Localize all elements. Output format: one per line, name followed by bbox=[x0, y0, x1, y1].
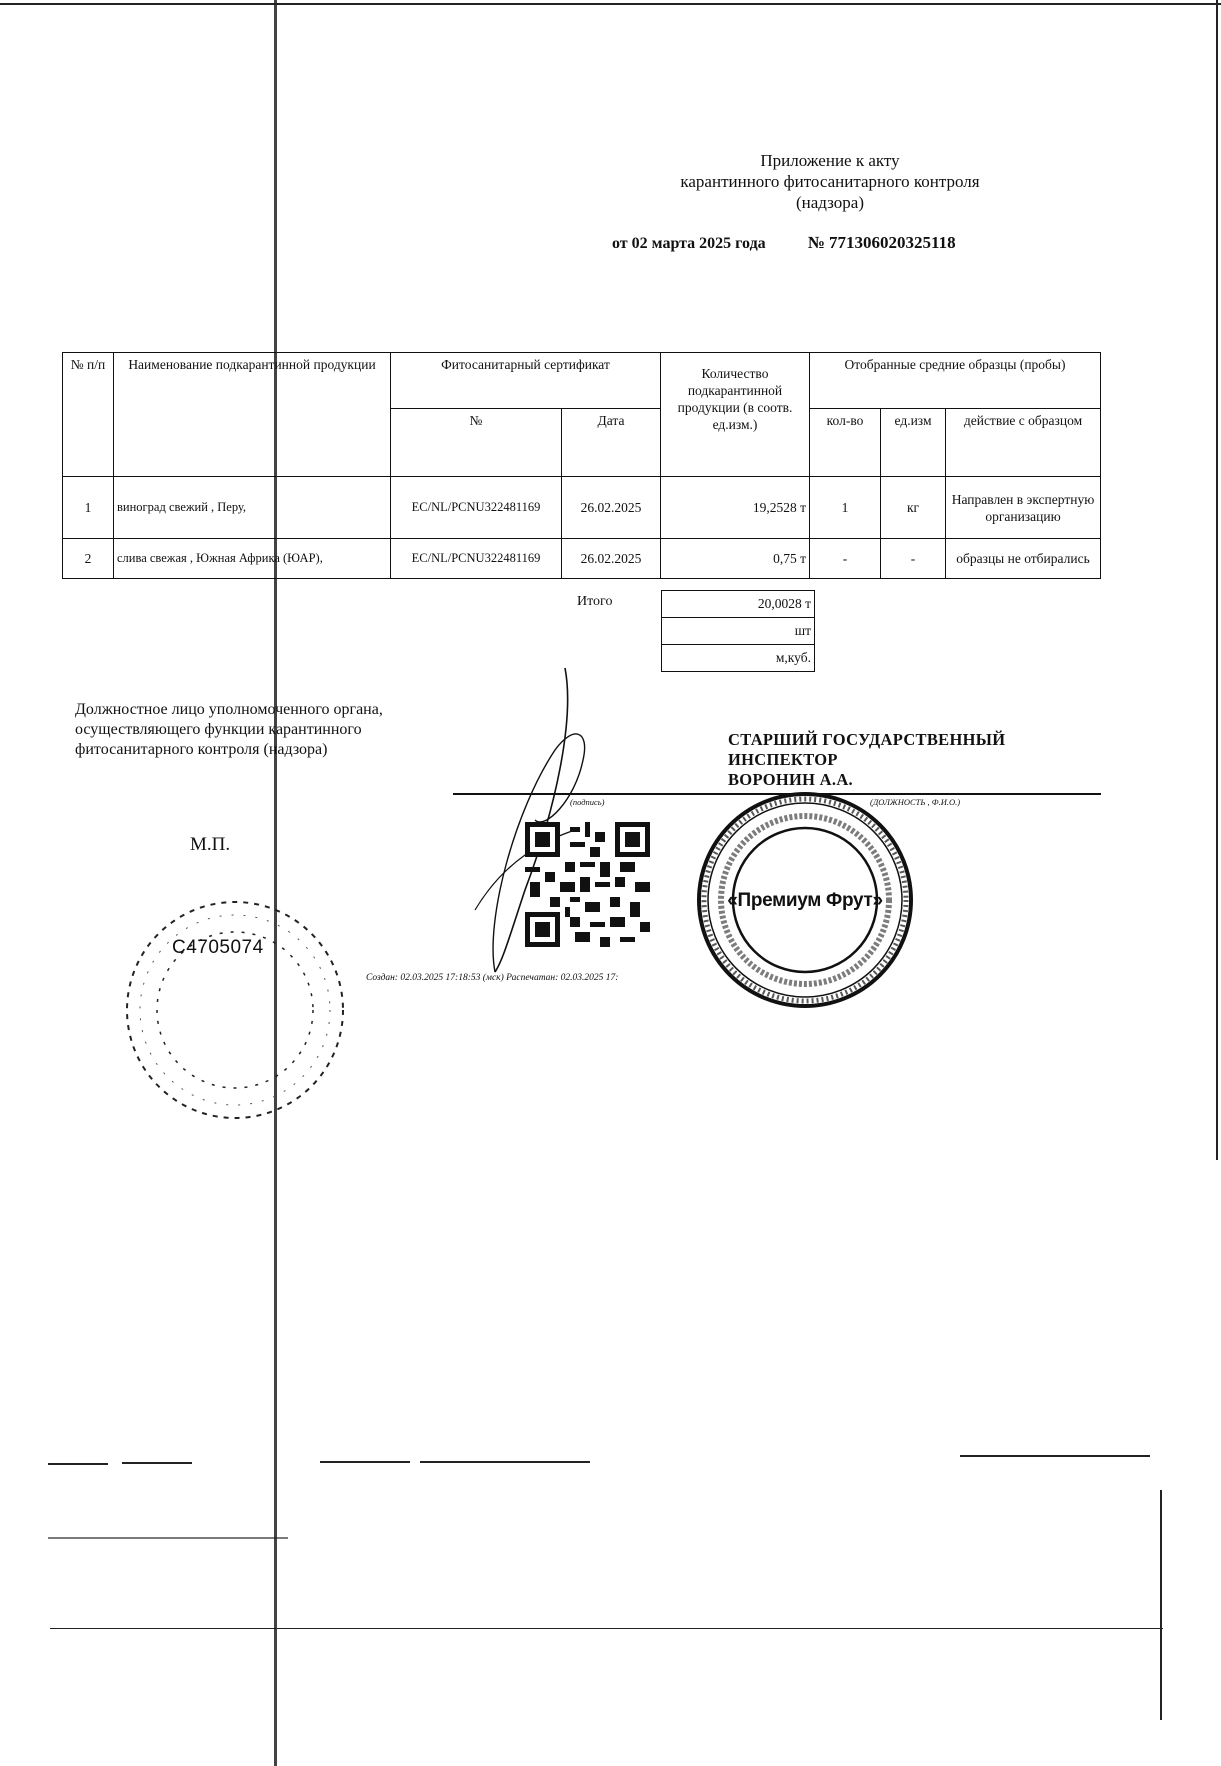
scan-artifact-dash6 bbox=[48, 1537, 288, 1539]
header-line-2: карантинного фитосанитарного контроля bbox=[680, 172, 980, 191]
company-stamp-name: «Премиум Фрут» bbox=[727, 890, 883, 911]
total-cubic: м,куб. bbox=[662, 645, 815, 672]
header-certificate: Фитосанитарный сертификат bbox=[391, 353, 661, 409]
mp-label: М.П. bbox=[190, 834, 231, 855]
inspector-line-1: СТАРШИЙ ГОСУДАРСТВЕННЫЙ bbox=[728, 730, 1006, 749]
act-date: от 02 марта 2025 года bbox=[612, 235, 766, 252]
scan-artifact-dash1 bbox=[48, 1463, 108, 1465]
row-name: виноград свежий , Перу, bbox=[114, 477, 391, 539]
row-cert-date: 26.02.2025 bbox=[562, 477, 661, 539]
customs-stamp bbox=[120, 895, 350, 1125]
total-tons: 20,0028 т bbox=[662, 591, 815, 618]
row-name: слива свежая , Южная Африка (ЮАР), bbox=[114, 539, 391, 579]
appendix-header bbox=[600, 150, 1060, 213]
table-row bbox=[63, 539, 1101, 579]
row-num: 2 bbox=[63, 539, 114, 579]
totals-table bbox=[661, 590, 815, 672]
header-cert-no: № bbox=[391, 409, 562, 477]
scan-artifact-dash2 bbox=[122, 1462, 192, 1464]
scan-artifact-dash3 bbox=[320, 1461, 410, 1463]
scan-artifact-dash4 bbox=[420, 1461, 590, 1463]
row-cert-no: EC/NL/PCNU322481169 bbox=[391, 477, 562, 539]
position-label: (ДОЛЖНОСТЬ , Ф.И.О.) bbox=[870, 797, 961, 807]
scan-artifact-right bbox=[1216, 0, 1218, 1160]
header-num: № п/п bbox=[63, 353, 114, 477]
official-line-1: Должностное лицо уполномоченного органа, bbox=[75, 701, 383, 718]
scan-artifact-bottom-line bbox=[50, 1628, 1163, 1629]
customs-stamp-number: C4705074 bbox=[172, 937, 264, 958]
row-num: 1 bbox=[63, 477, 114, 539]
inspector-line-2: ИНСПЕКТОР bbox=[728, 750, 838, 769]
scan-artifact-vertical bbox=[274, 0, 277, 1766]
row-cert-no: EC/NL/PCNU322481169 bbox=[391, 539, 562, 579]
header-samples-action: действие с образцом bbox=[946, 409, 1101, 477]
header-samples-count: кол-во bbox=[810, 409, 881, 477]
act-number: № 771306020325118 bbox=[807, 233, 956, 252]
row-count: 1 bbox=[810, 477, 881, 539]
official-caption bbox=[75, 700, 383, 760]
scan-artifact-dash5 bbox=[960, 1455, 1150, 1457]
official-line-3: фитосанитарного контроля (надзора) bbox=[75, 741, 328, 758]
header-cert-date: Дата bbox=[562, 409, 661, 477]
header-samples: Отобранные средние образцы (пробы) bbox=[810, 353, 1101, 409]
row-count: - bbox=[810, 539, 881, 579]
row-cert-date: 26.02.2025 bbox=[562, 539, 661, 579]
signature-label: (подпись) bbox=[570, 797, 605, 807]
row-unit: кг bbox=[881, 477, 946, 539]
header-samples-unit: ед.изм bbox=[881, 409, 946, 477]
row-action: образцы не отбирались bbox=[946, 539, 1101, 579]
row-action: Направлен в экспертную организацию bbox=[946, 477, 1101, 539]
official-line-2: осуществляющего функции карантинного bbox=[75, 721, 362, 738]
header-name: Наименование подкарантинной продукции bbox=[114, 353, 391, 477]
header-line-1: Приложение к акту bbox=[760, 151, 900, 170]
row-unit: - bbox=[881, 539, 946, 579]
total-label: Итого bbox=[577, 594, 613, 609]
table-row bbox=[63, 477, 1101, 539]
inspector-block bbox=[728, 730, 1005, 790]
scan-artifact-right-low bbox=[1160, 1490, 1162, 1720]
total-pieces: шт bbox=[662, 618, 815, 645]
row-quantity: 0,75 т bbox=[661, 539, 810, 579]
products-table bbox=[62, 352, 1101, 579]
header-line-3: (надзора) bbox=[796, 193, 864, 212]
e-signature-timestamp: Создан: 02.03.2025 17:18:53 (мск) Распечатан: 02.03.2025 17: bbox=[366, 973, 619, 983]
qr-code bbox=[525, 822, 650, 947]
inspector-name: ВОРОНИН А.А. bbox=[728, 770, 853, 789]
act-date-line bbox=[612, 233, 956, 253]
scan-artifact-top bbox=[0, 3, 1221, 5]
row-quantity: 19,2528 т bbox=[661, 477, 810, 539]
header-quantity: Количество подкарантинной продукции (в соотв. ед.изм.) bbox=[661, 353, 810, 477]
